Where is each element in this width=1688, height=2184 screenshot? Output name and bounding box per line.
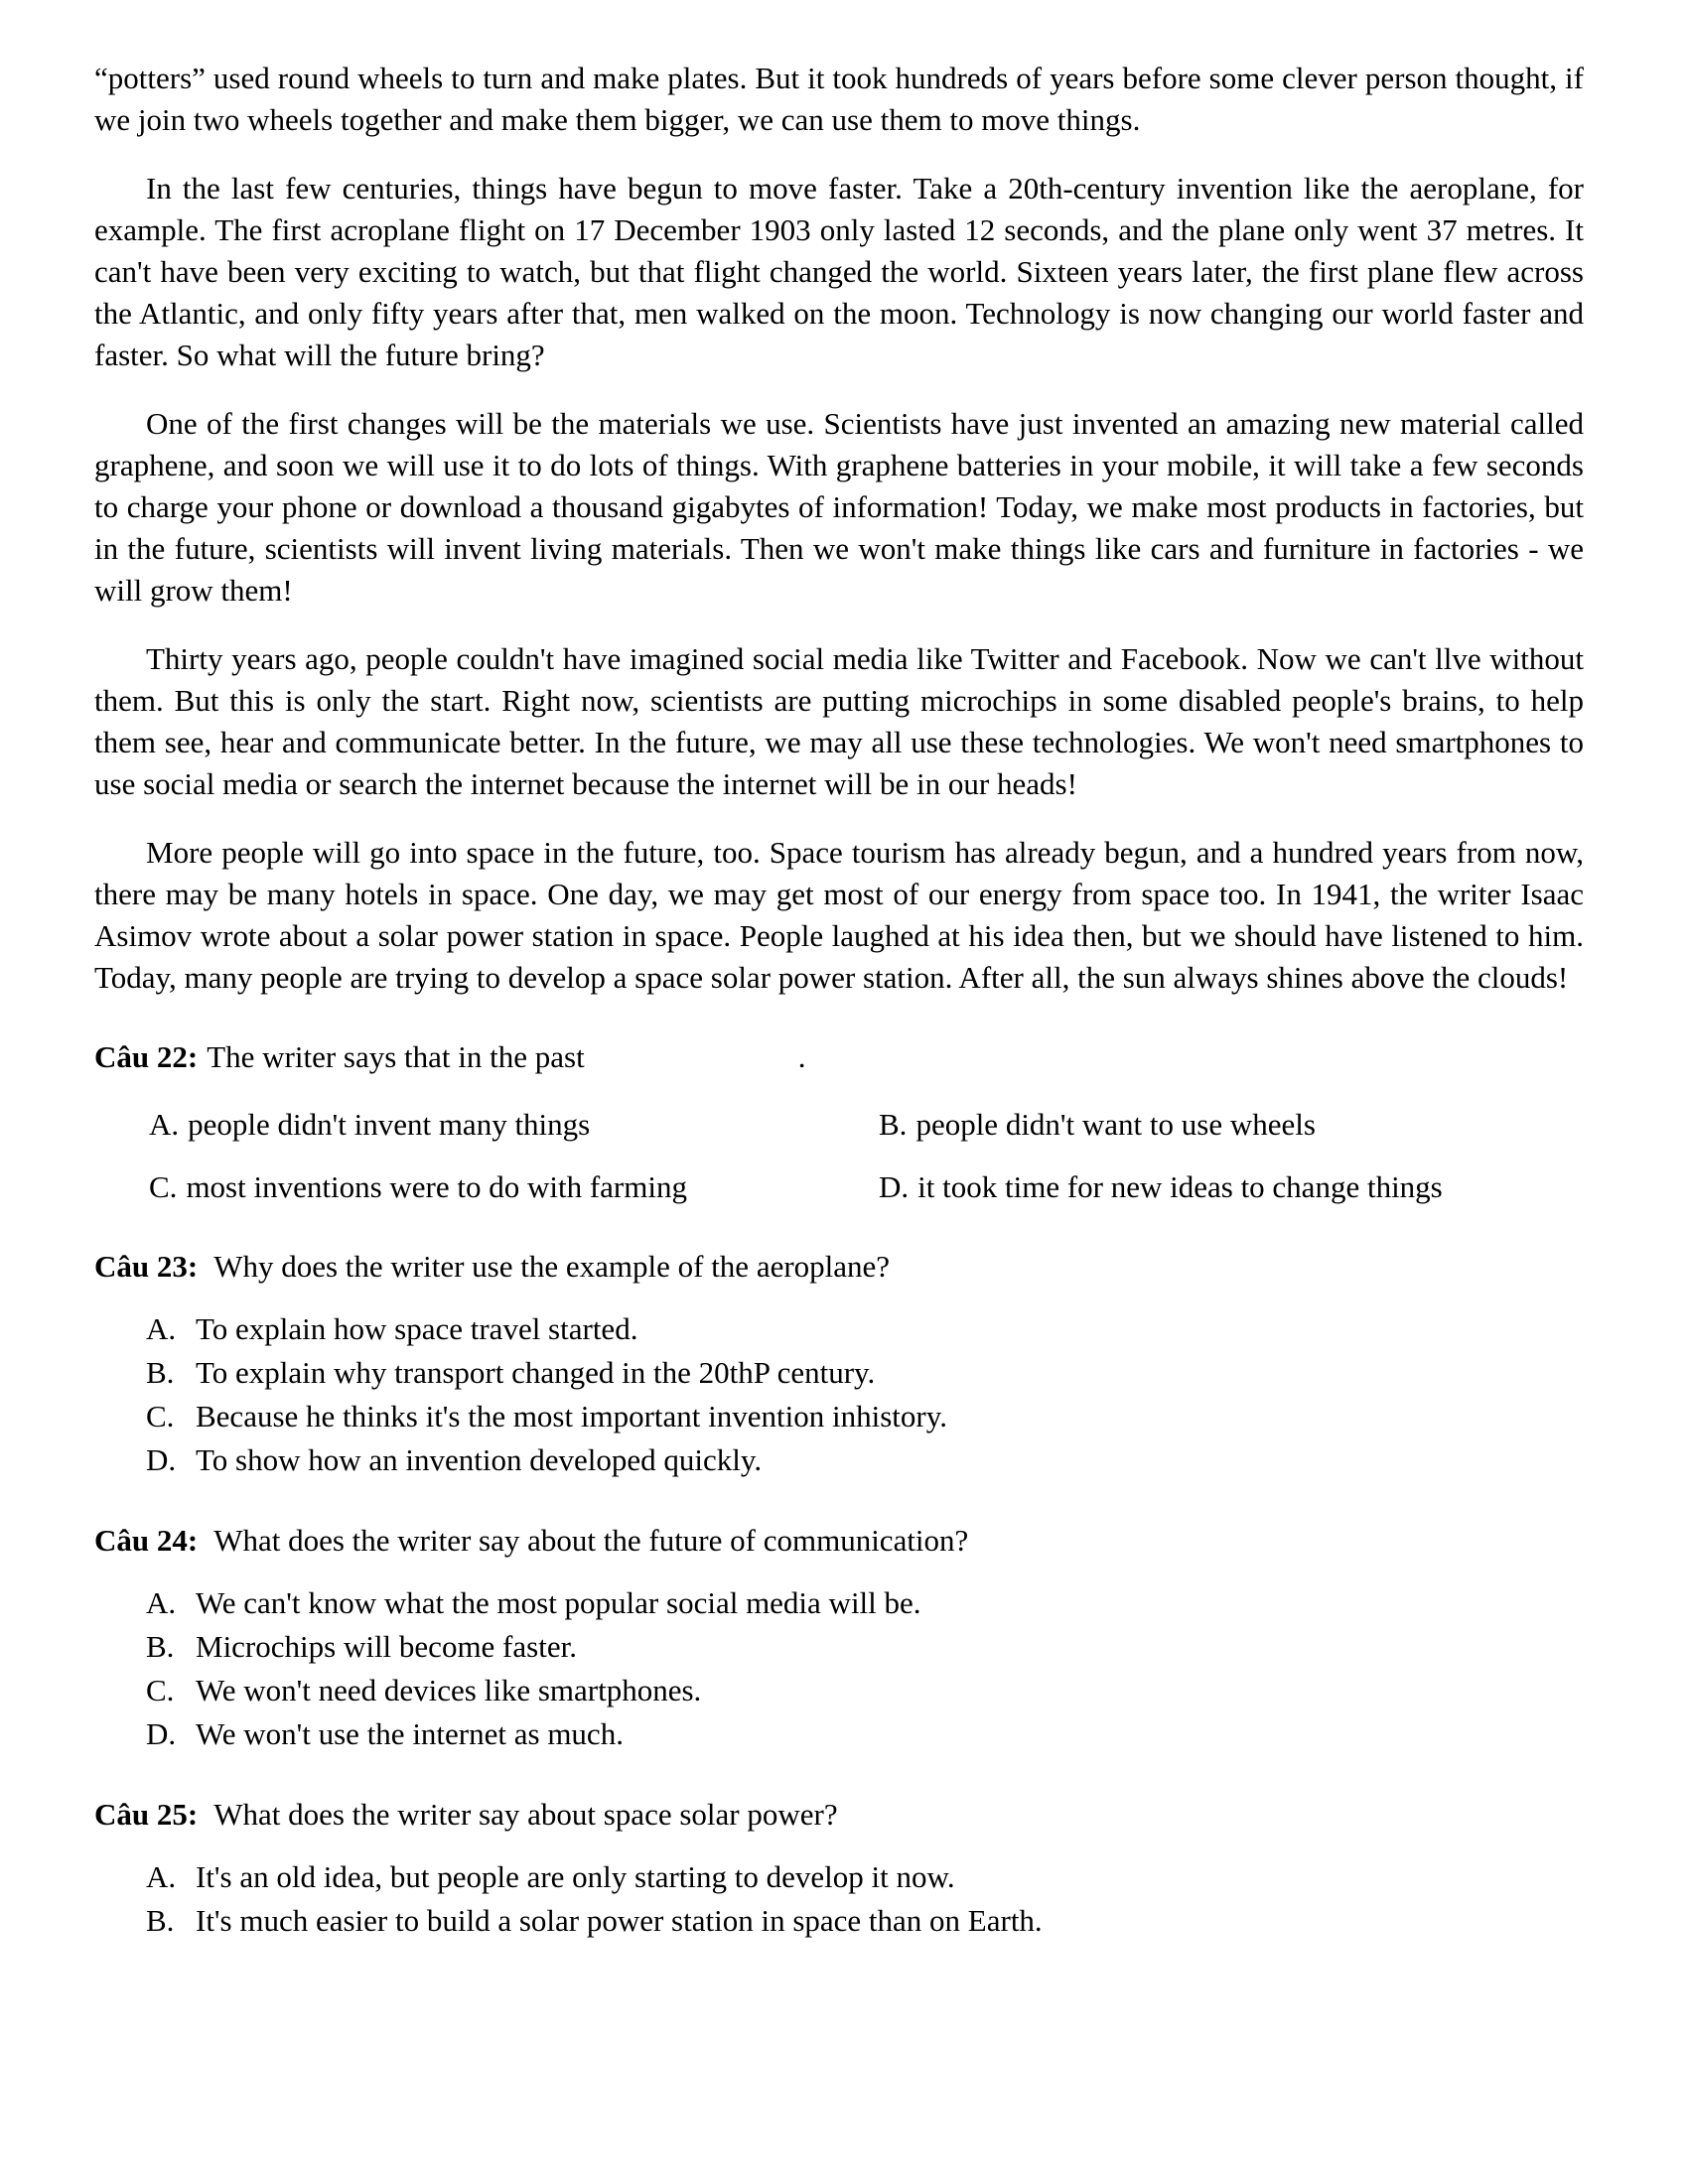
question-22-text: The writer says that in the past [207,1039,585,1074]
question-22-stem [94,1036,1584,1078]
option-letter: B. [146,1629,175,1664]
question-24-label: Câu 24: [94,1523,199,1558]
option-letter: A. [146,1859,177,1894]
question-24-option-c [146,1669,1584,1712]
option-text: Because he thinks it's the most important invention inhistory. [196,1399,947,1433]
question-22-option-b [879,1104,1584,1146]
option-letter: C. [146,1399,175,1433]
option-text: most inventions were to do with farming [186,1169,687,1204]
question-22-label: Câu 22: [94,1039,199,1074]
option-text: To explain how space travel started. [196,1311,638,1346]
passage-paragraph-2: In the last few centuries, things have begun to move faster. Take a 20th-century invention like the aeroplane, for example. The first acroplane flight on 17 December 1903 only lasted 12 seconds, and the plane only went 37 metres. It can't have been very exciting to watch, but that flight changed the world. Sixteen years later, the first plane flew across the Atlantic, and only fifty years after that, men walked on the moon. Technology is now changing our world faster and faster. So what will the future bring? [94,171,1584,372]
question-23-stem [94,1246,1584,1288]
option-letter: B. [146,1355,175,1390]
passage-paragraph-5: More people will go into space in the future, too. Space tourism has already begun, and a hundred years from now, there may be many hotels in space. One day, we may get most of our energy from space too. In 1941, the writer Isaac Asimov wrote about a solar power station in space. People laughed at his idea then, but we should have listened to him. Today, many people are trying to develop a space solar power station. After all, the sun always shines above the clouds! [94,835,1584,995]
question-25 [94,1794,1584,1943]
option-text: Microchips will become faster. [196,1629,577,1664]
option-letter: D. [146,1716,177,1751]
question-24-stem [94,1520,1584,1562]
question-23-option-a [146,1307,1584,1351]
option-letter: C. [149,1169,178,1204]
question-23 [94,1246,1584,1482]
question-22-blank-period: . [797,1039,806,1074]
passage-paragraph-3: One of the first changes will be the materials we use. Scientists have just invented an amazing new material called graphene, and soon we will use it to do lots of things. With graphene batteries in your mobile, it will take a few seconds to charge your phone or download a thousand gigabytes of information! Today, we make most products in factories, but in the future, scientists will invent living materials. Then we won't make things like cars and furniture in factories - we will grow them! [94,406,1584,608]
option-letter: A. [149,1107,180,1142]
option-text: It's an old idea, but people are only starting to develop it now. [196,1859,955,1894]
question-23-text: Why does the writer use the example of the aeroplane? [213,1249,891,1284]
question-23-options [94,1307,1584,1482]
question-22-options [94,1104,1584,1208]
question-24-text: What does the writer say about the future of communication? [213,1523,969,1558]
option-text: It's much easier to build a solar power station in space than on Earth. [196,1903,1043,1938]
question-24-option-a [146,1581,1584,1625]
option-letter: D. [879,1169,910,1204]
question-22-option-d [879,1166,1584,1208]
option-letter: C. [146,1673,175,1707]
option-text: We can't know what the most popular social media will be. [196,1585,921,1620]
question-22-option-a [149,1104,879,1146]
question-25-option-b [146,1899,1584,1943]
question-24-options [94,1581,1584,1756]
option-text: We won't use the internet as much. [196,1716,624,1751]
question-25-text: What does the writer say about space solar power? [213,1797,838,1832]
option-letter: B. [879,1107,908,1142]
option-text: people didn't invent many things [188,1107,591,1142]
question-23-option-b [146,1351,1584,1395]
question-25-options [94,1855,1584,1943]
question-25-label: Câu 25: [94,1797,199,1832]
question-23-option-d [146,1438,1584,1482]
passage-paragraph-1: “potters” used round wheels to turn and make plates. But it took hundreds of years before some clever person thought, if we join two wheels together and make them bigger, we can use them to move things. [94,61,1584,137]
option-text: To explain why transport changed in the 20thP century. [196,1355,876,1390]
option-letter: A. [146,1585,177,1620]
option-text: it took time for new ideas to change things [917,1169,1443,1204]
question-22-option-c [149,1166,879,1208]
passage-paragraph-4: Thirty years ago, people couldn't have imagined social media like Twitter and Facebook. Now we can't llve without them. But this is only the start. Right now, scientists are putting microchips in some disabled people's brains, to help them see, hear and communicate better. In the future, we may all use these technologies. We won't need smartphones to use social media or search the internet because the internet will be in our heads! [94,641,1584,801]
question-24-option-d [146,1712,1584,1756]
option-text: We won't need devices like smartphones. [196,1673,702,1707]
option-text: To show how an invention developed quickly. [196,1442,763,1477]
question-24-option-b [146,1625,1584,1669]
option-letter: D. [146,1442,177,1477]
question-25-stem [94,1794,1584,1836]
question-24 [94,1520,1584,1756]
question-23-label: Câu 23: [94,1249,199,1284]
question-25-option-a [146,1855,1584,1899]
question-22 [94,1036,1584,1208]
question-23-option-c [146,1395,1584,1438]
option-letter: B. [146,1903,175,1938]
option-text: people didn't want to use wheels [915,1107,1316,1142]
option-letter: A. [146,1311,177,1346]
